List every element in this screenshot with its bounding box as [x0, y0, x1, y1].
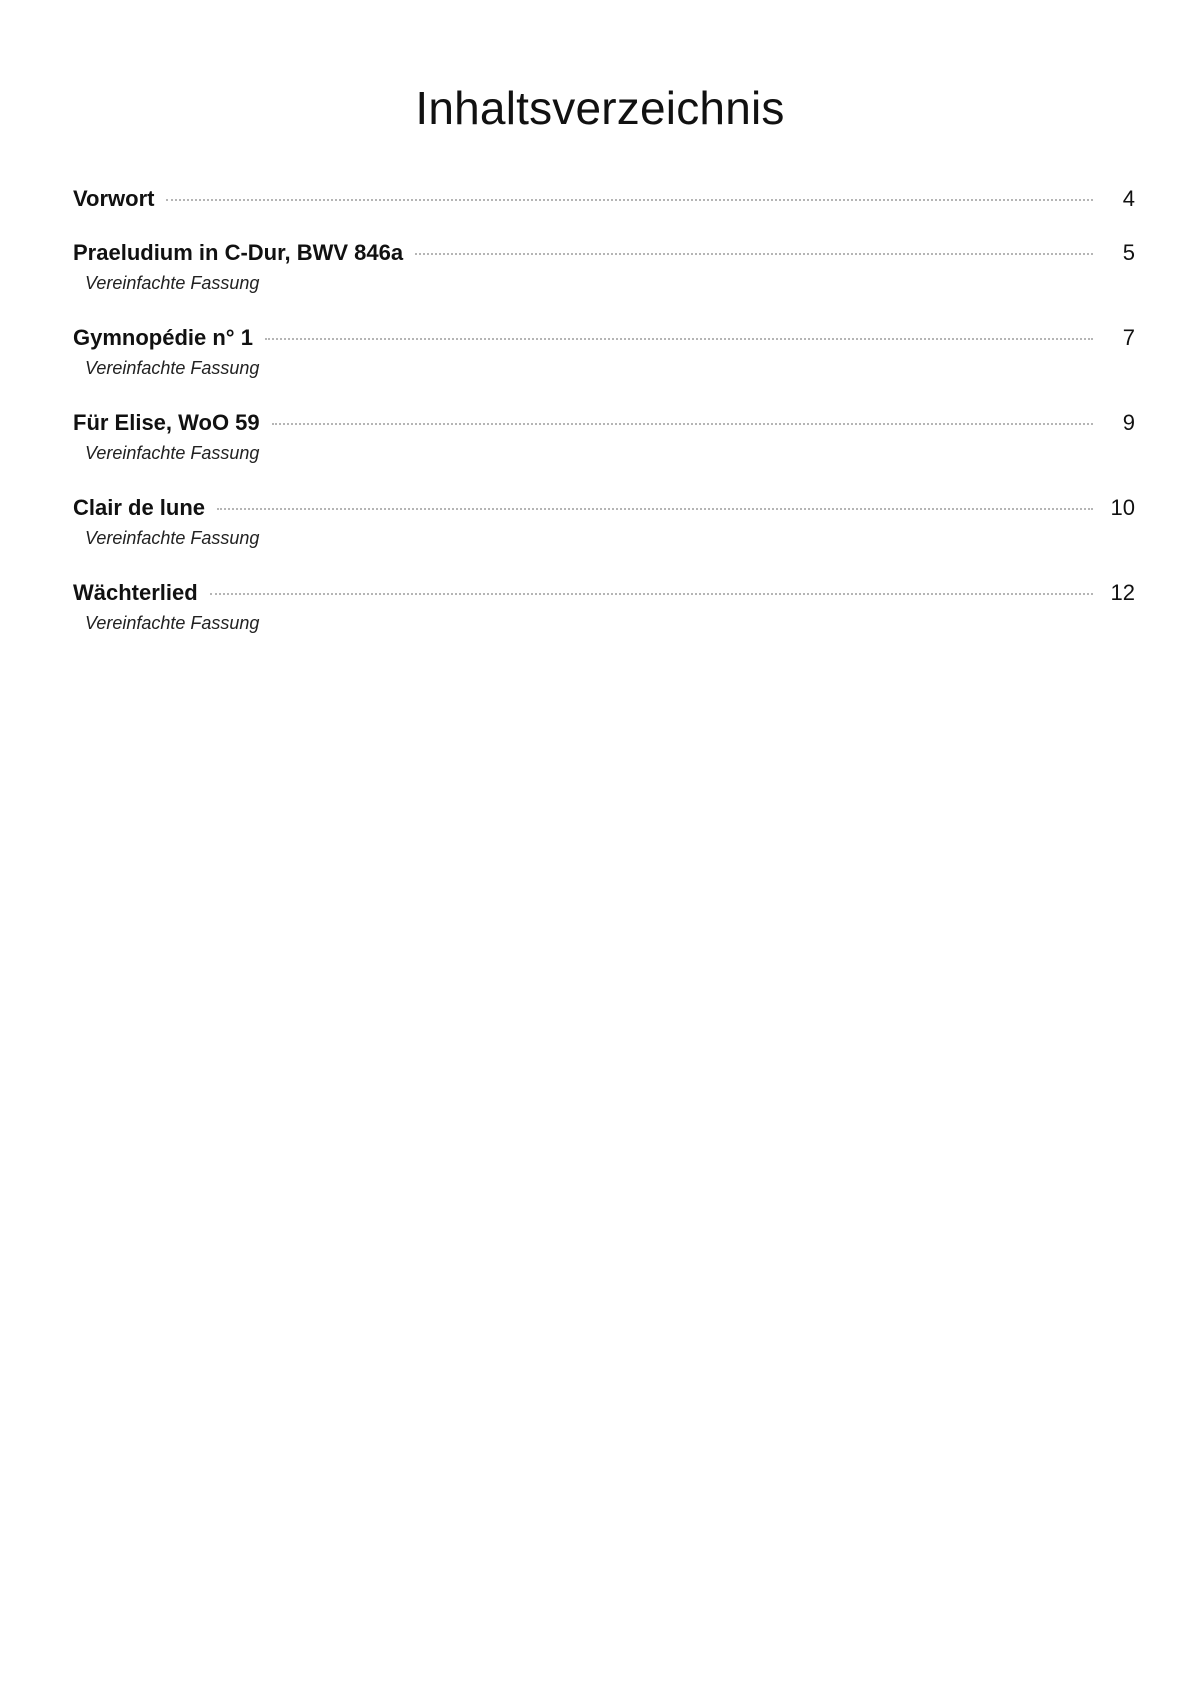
toc-entry-fur-elise	[73, 406, 1135, 491]
toc-entry-subtitle: Vereinfachte Fassung	[85, 273, 260, 293]
toc-entry-subtitle: Vereinfachte Fassung	[85, 613, 260, 633]
toc-line	[73, 406, 1135, 440]
toc-page-number: 10	[1110, 495, 1135, 520]
dotted-leader	[265, 338, 1093, 340]
toc-entry-praeludium	[73, 236, 1135, 321]
toc-list	[73, 182, 1135, 661]
toc-entry-title: Gymnopédie n° 1	[73, 325, 253, 350]
toc-entry-title: Vorwort	[73, 186, 155, 211]
toc-page-number: 4	[1122, 186, 1135, 211]
toc-entry-subtitle: Vereinfachte Fassung	[85, 528, 260, 548]
dotted-leader	[210, 593, 1093, 595]
toc-entry-vorwort	[73, 182, 1135, 236]
dotted-leader	[166, 199, 1093, 201]
toc-entry-title: Clair de lune	[73, 495, 206, 520]
toc-entry-title: Praeludium in C-Dur, BWV 846a	[73, 240, 404, 265]
toc-entry-title: Für Elise, WoO 59	[73, 410, 260, 435]
toc-page-number: 5	[1122, 240, 1135, 265]
toc-entry-clair-de-lune	[73, 491, 1135, 576]
toc-entry-gymnopedie	[73, 321, 1135, 406]
toc-line	[73, 321, 1135, 355]
toc-page-number: 7	[1122, 325, 1135, 350]
toc-line	[73, 182, 1135, 216]
toc-line	[73, 491, 1135, 525]
toc-entry-subtitle: Vereinfachte Fassung	[85, 443, 260, 463]
toc-entry-title: Wächterlied	[73, 580, 198, 605]
dotted-leader	[415, 253, 1093, 255]
toc-entry-subtitle: Vereinfachte Fassung	[85, 358, 260, 378]
dotted-leader	[217, 508, 1093, 510]
toc-title: Inhaltsverzeichnis	[415, 82, 785, 134]
toc-page-number: 12	[1110, 580, 1135, 605]
toc-line	[73, 236, 1135, 270]
dotted-leader	[272, 423, 1093, 425]
toc-entry-waechterlied	[73, 576, 1135, 661]
toc-page-number: 9	[1122, 410, 1135, 435]
toc-line	[73, 576, 1135, 610]
